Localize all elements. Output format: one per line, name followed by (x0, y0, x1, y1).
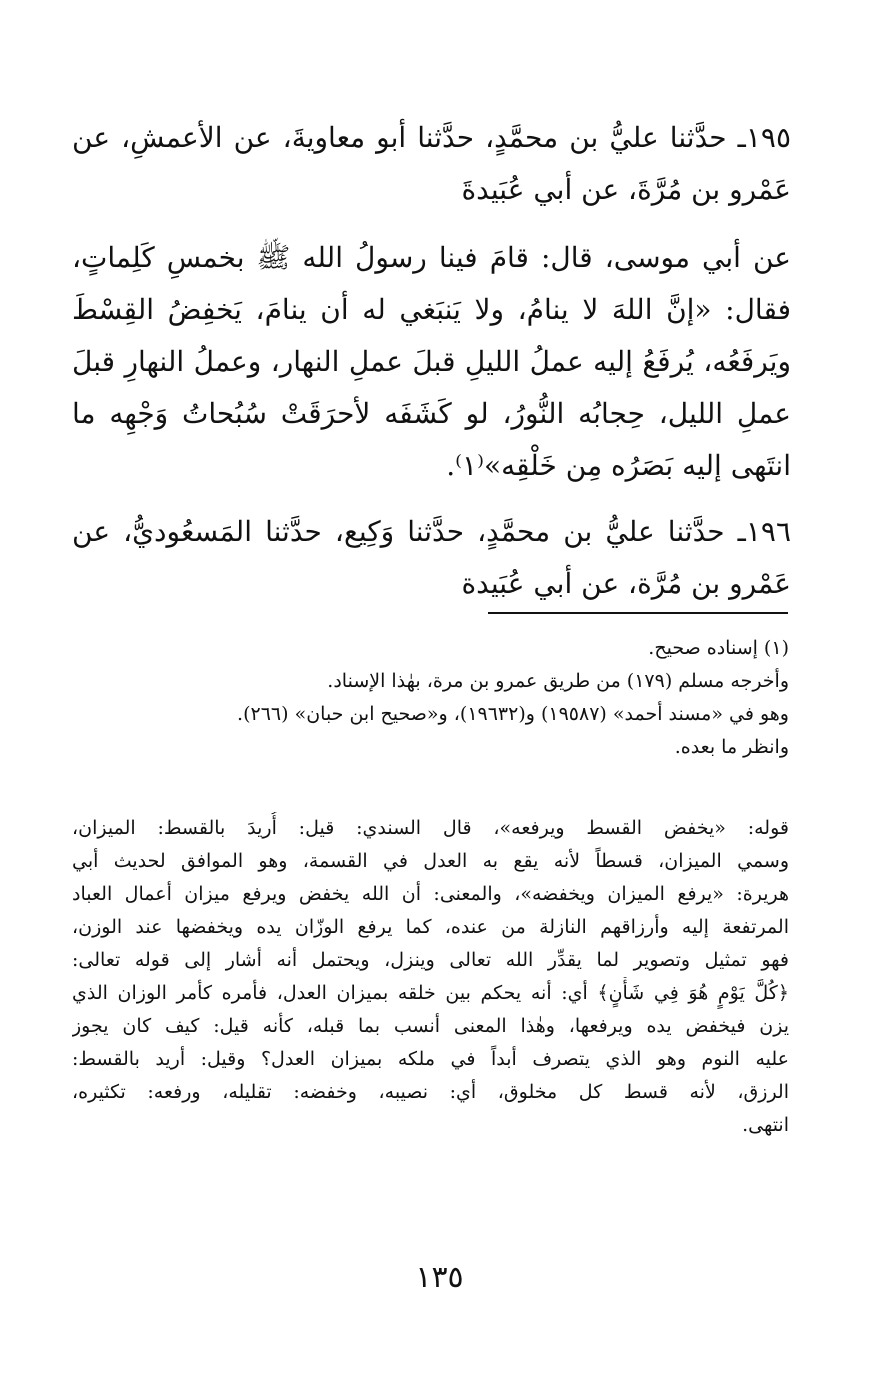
commentary-line: فهو تمثيل وتصوير لما يقدِّر الله تعالى وينزل، ويحتمل أنه أشار إلى قوله تعالى: (72, 949, 789, 971)
footnote-line: وهو في «مسند أحمد» (١٩٥٨٧) و(١٩٦٣٢)، و«صحيح ابن حبان» (٢٦٦). (237, 703, 789, 725)
text-line: عَمْرو بن مُرَّة، عن أبي عُبَيدة (461, 567, 791, 600)
commentary-line: انتهى. (742, 1114, 789, 1136)
text-line: انتَهى إليه بَصَرُه مِن خَلْقِه»⁽١⁾. (446, 449, 791, 482)
commentary-line: هريرة: «يرفع الميزان ويخفضه»، والمعنى: أن الله يخفض ويرفع ميزان أعمال العباد (72, 883, 789, 905)
commentary-line: الرزق، لأنه قسط كل مخلوق، أي: نصيبه، وخفضه: تقليله، ورفعه: تكثيره، (72, 1081, 789, 1103)
text-line: عَمْرو بن مُرَّةَ، عن أبي عُبَيدةَ (461, 173, 791, 206)
footnote-line: وانظر ما بعده. (674, 736, 789, 758)
commentary-line: ﴿كُلَّ يَوْمٍ هُوَ فِي شَأْنٍ﴾ أي: أنه يحكم بين خلقه بميزان العدل، فأمره كأمر الوزان الذي (72, 982, 789, 1004)
commentary-line: يزن فيخفض يده ويرفعها، وهٰذا المعنى أنسب بما قبله، كأنه قيل: كيف كان يجوز (72, 1015, 789, 1037)
hadith-195-isnad (72, 112, 791, 216)
footnote-commentary (72, 812, 789, 1142)
footnote-line: وأخرجه مسلم (١٧٩) من طريق عمرو بن مرة، بهٰذا الإسناد. (327, 670, 789, 692)
hadith-196-isnad (72, 506, 791, 610)
text-line: عملِ الليل، حِجابُه النُّورُ، لو كَشَفَه لأحرَقَتْ سُبُحاتُ وَجْهِه ما (72, 397, 791, 430)
page-number: ١٣٥ (415, 1260, 464, 1295)
text-line: ١٩٦ـ حدَّثنا عليُّ بن محمَّدٍ، حدَّثنا وَكِيع، حدَّثنا المَسعُوديُّ، عن (72, 515, 791, 548)
text-line: عن أبي موسى، قال: قامَ فينا رسولُ الله ﷺ بخمسِ كَلِماتٍ، (72, 241, 791, 274)
hadith-195-matn (72, 232, 791, 492)
commentary-line: عليه النوم وهو الذي يتصرف أبداً في ملكه بميزان العدل؟ وقيل: أريد بالقسط: (72, 1048, 789, 1070)
commentary-line: قوله: «يخفض القسط ويرفعه»، قال السندي: قيل: أُريدَ بالقسط: الميزان، (72, 817, 789, 839)
footnote-line: (١) إسناده صحيح. (648, 637, 789, 659)
commentary-line: وسمي الميزان، قسطاً لأنه يقع به العدل في القسمة، وهو الموافق لحديث أبي (72, 850, 789, 872)
text-line: ويَرفَعُه، يُرفَعُ إليه عملُ الليلِ قبلَ عملِ النهار، وعملُ النهارِ قبلَ (72, 345, 791, 378)
text-line: ١٩٥ـ حدَّثنا عليُّ بن محمَّدٍ، حدَّثنا أبو معاويةَ، عن الأعمشِ، عن (72, 121, 791, 154)
footnote-separator (488, 612, 788, 614)
footnote-1 (72, 632, 789, 764)
commentary-line: المرتفعة إليه وأرزاقهم النازلة من عنده، كما يرفع الوزّان يده ويخفضها عند الوزن، (72, 916, 789, 938)
text-line: فقال: «إنَّ اللهَ لا ينامُ، ولا يَنبَغي له أن ينامَ، يَخفِضُ القِسْطَ (72, 293, 791, 326)
